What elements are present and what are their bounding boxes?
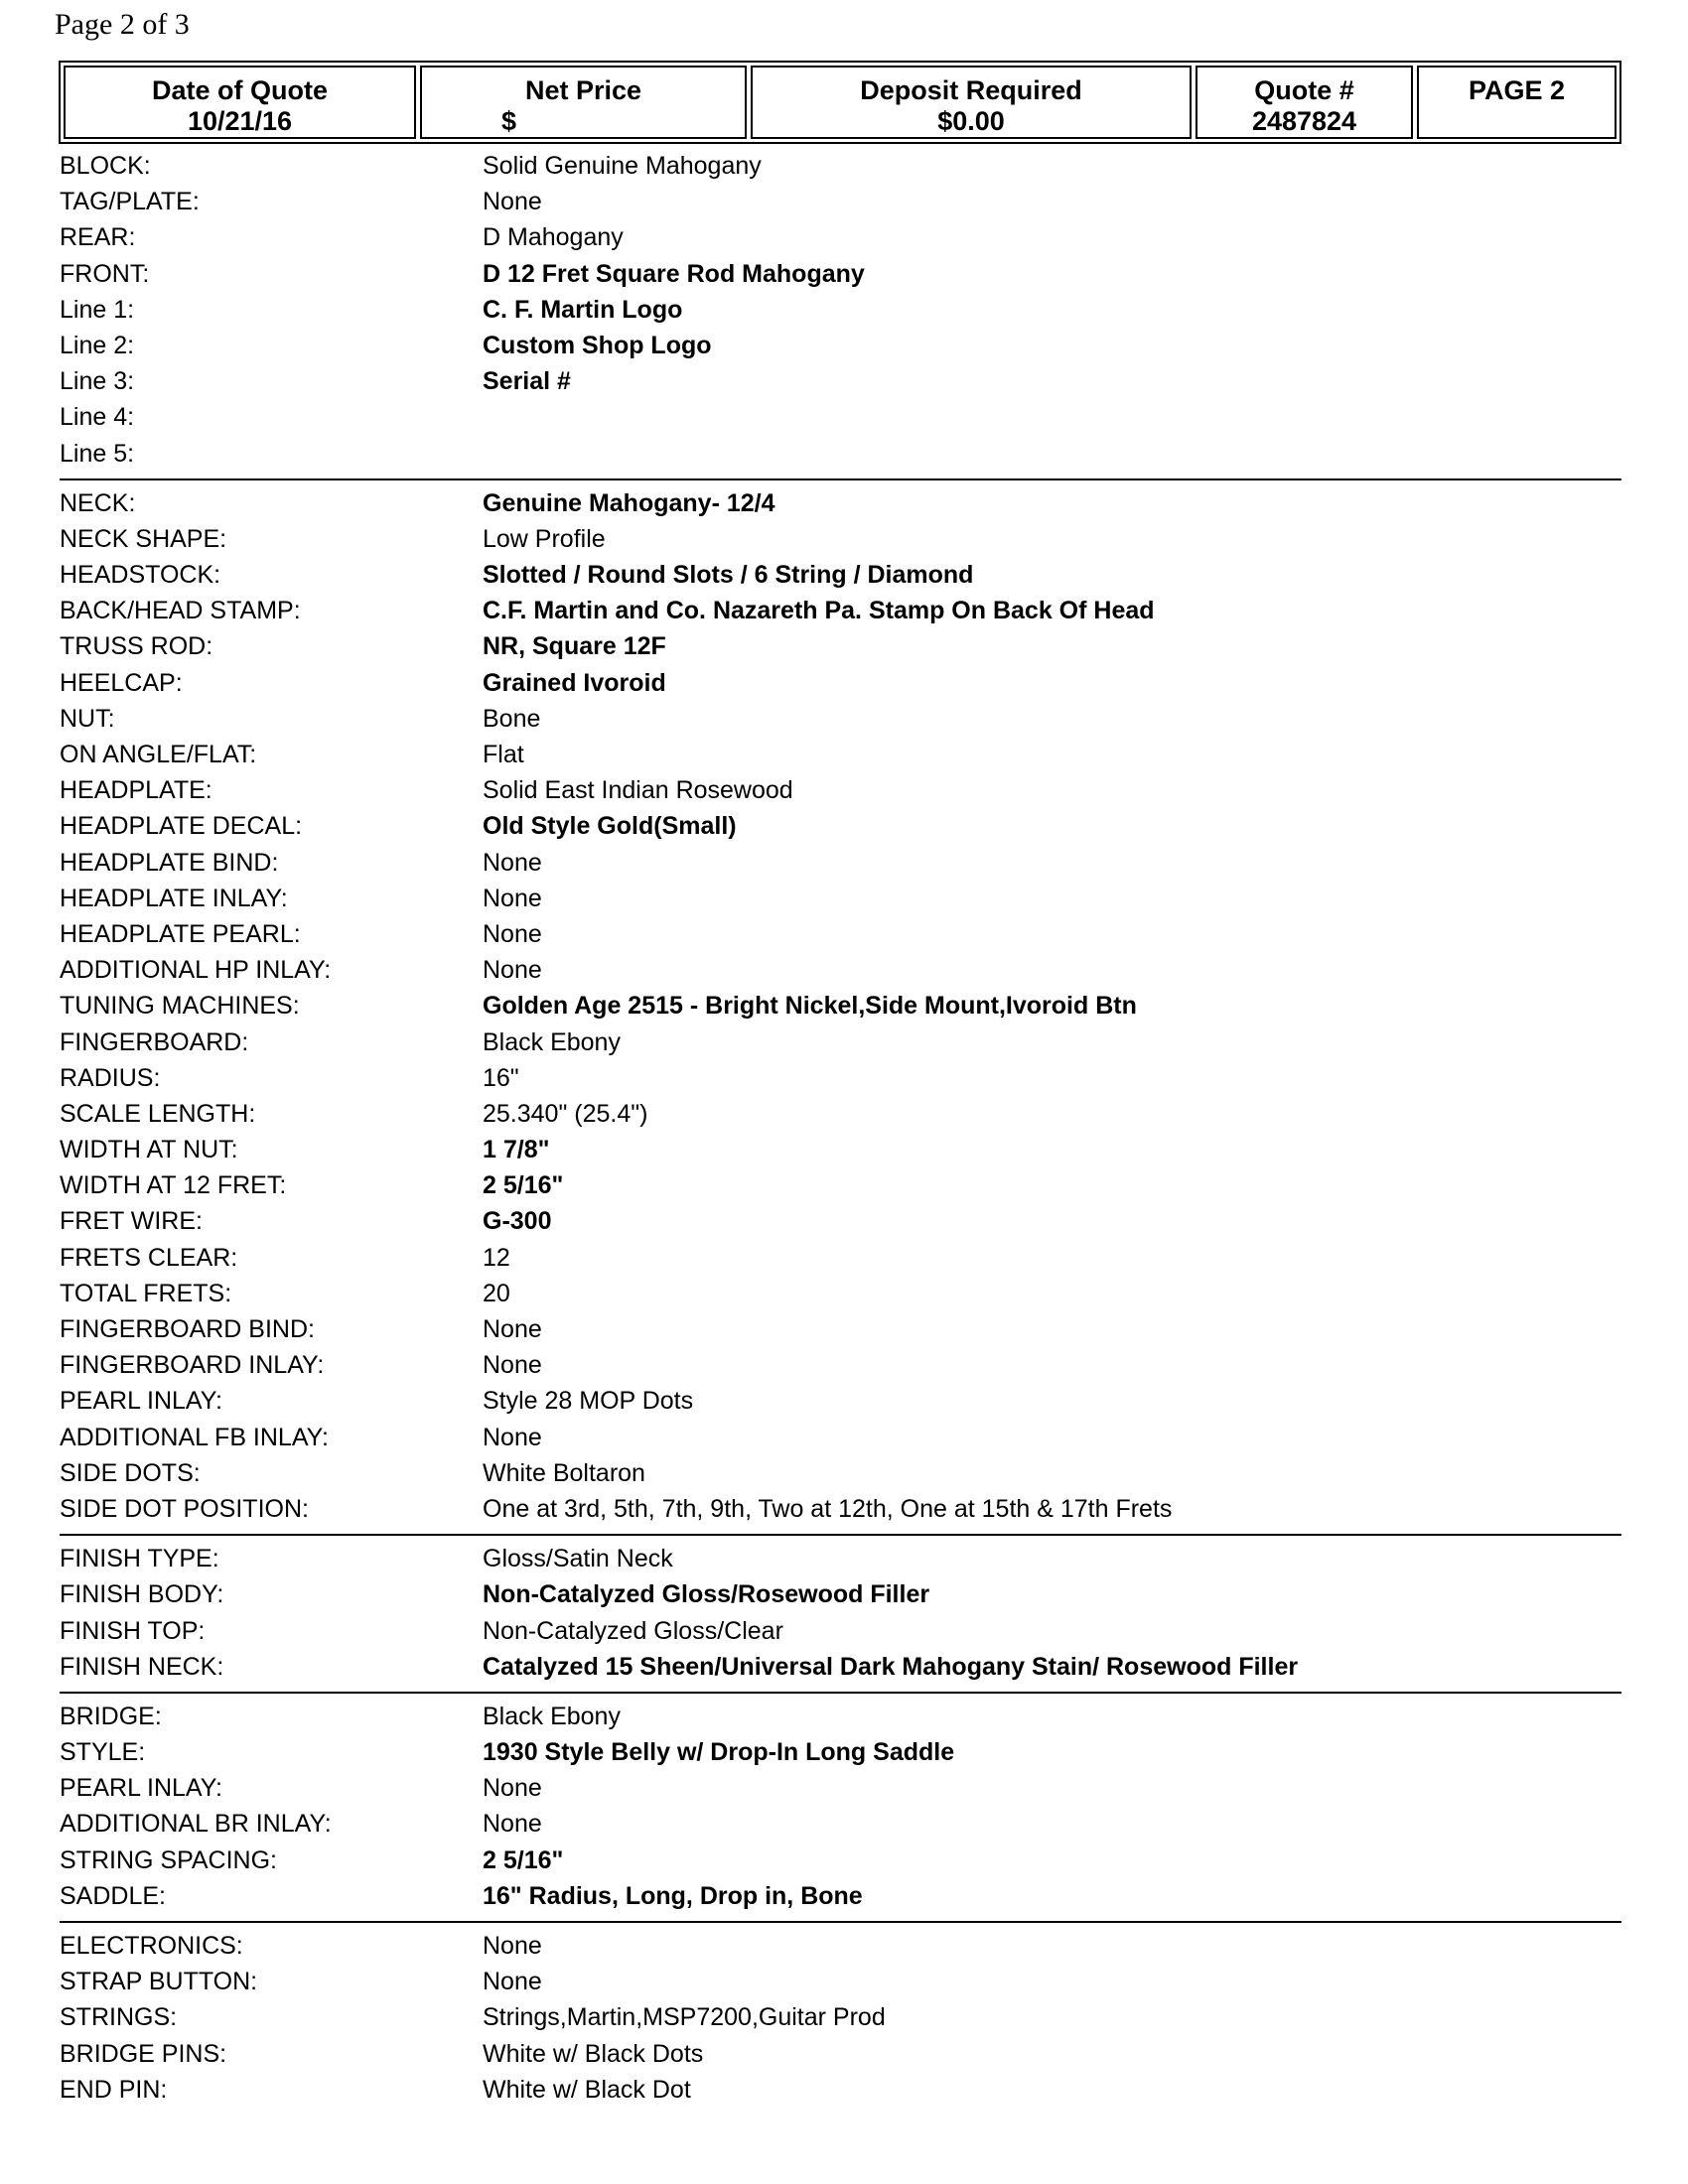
spec-label: HEADPLATE PEARL: [60,919,301,948]
spec-row [60,1347,1621,1383]
spec-row [60,845,1621,881]
section-divider [60,1692,1621,1694]
spec-label: Line 1: [60,295,135,324]
spec-value: Serial # [483,367,571,396]
spec-row [60,1383,1621,1419]
spec-label: WIDTH AT NUT: [60,1136,238,1164]
spec-row [60,1024,1621,1060]
section-divider [60,1534,1621,1536]
section-divider [60,1921,1621,1923]
spec-label: SIDE DOTS: [60,1458,201,1487]
spec-row [60,1699,1621,1734]
spec-label: HEADPLATE DECAL: [60,812,303,841]
spec-label: RADIUS: [60,1063,161,1092]
spec-label: WIDTH AT 12 FRET: [60,1171,287,1200]
spec-value: D Mahogany [483,223,624,252]
spec-value: None [483,1774,542,1803]
spec-row [60,665,1621,701]
spec-row [60,1770,1621,1806]
spec-label: TOTAL FRETS: [60,1279,232,1307]
spec-label: NECK SHAPE: [60,524,227,553]
spec-row [60,593,1621,628]
spec-value: None [483,919,542,948]
spec-row [60,436,1621,472]
spec-label: Line 3: [60,367,135,396]
spec-row [60,363,1621,399]
quote-number-value: 2487824 [1251,106,1357,136]
spec-label: ELECTRONICS: [60,1932,243,1960]
deposit-required-label: Deposit Required [860,75,1082,105]
net-price-cell [420,66,747,139]
spec-label: FINGERBOARD: [60,1027,249,1056]
spec-value: Strings,Martin,MSP7200,Guitar Prod [483,2003,886,2032]
spec-value: Grained Ivoroid [483,668,666,697]
spec-label: ADDITIONAL BR INLAY: [60,1810,332,1839]
spec-label: SCALE LENGTH: [60,1099,256,1128]
spec-value: None [483,1423,542,1451]
spec-row [60,1491,1621,1527]
spec-section [60,148,1621,472]
spec-label: NECK: [60,488,136,517]
spec-label: PEARL INLAY: [60,1774,222,1803]
net-price-label: Net Price [524,75,642,105]
spec-value: Catalyzed 15 Sheen/Universal Dark Mahogany Stain/ Rosewood Filler [483,1652,1299,1681]
section-divider [60,478,1621,480]
spec-value: Bone [483,704,541,733]
spec-value: 16" Radius, Long, Drop in, Bone [483,1881,863,1910]
spec-value: 2 5/16" [483,1171,564,1200]
spec-value: Old Style Gold(Small) [483,812,737,841]
quote-number-label: Quote # [1254,75,1354,105]
spec-row [60,292,1621,328]
spec-row [60,1276,1621,1311]
spec-label: REAR: [60,223,136,252]
spec-label: STRING SPACING: [60,1845,278,1874]
spec-row [60,1311,1621,1347]
spec-row [60,184,1621,219]
spec-row [60,557,1621,593]
spec-label: Line 4: [60,403,135,432]
spec-value: None [483,1932,542,1960]
spec-value: Genuine Mahogany- 12/4 [483,488,775,517]
spec-label: BRIDGE PINS: [60,2039,227,2068]
spec-label: END PIN: [60,2075,168,2104]
spec-row [60,521,1621,557]
spec-value: 1 7/8" [483,1136,550,1164]
spec-section [60,1541,1621,1685]
spec-row [60,1060,1621,1096]
spec-label: FRONT: [60,259,150,288]
spec-label: HEADSTOCK: [60,561,221,590]
spec-label: FINGERBOARD INLAY: [60,1351,325,1380]
spec-label: SADDLE: [60,1881,166,1910]
spec-row [60,628,1621,664]
spec-value: Golden Age 2515 - Bright Nickel,Side Mount,Ivoroid Btn [483,992,1137,1021]
spec-row [60,1455,1621,1491]
spec-label: HEADPLATE: [60,776,212,805]
spec-value: Black Ebony [483,1702,621,1730]
spec-label: HEELCAP: [60,668,183,697]
spec-row [60,737,1621,772]
net-price-value: $ [501,106,517,136]
spec-row [60,1999,1621,2035]
spec-label: HEADPLATE BIND: [60,848,279,877]
spec-value: Custom Shop Logo [483,331,712,359]
spec-row [60,219,1621,255]
specification-list [60,148,1621,2108]
spec-row [60,399,1621,435]
spec-row [60,916,1621,952]
spec-label: BLOCK: [60,152,151,180]
date-of-quote-label: Date of Quote [151,75,328,105]
deposit-required-cell [751,66,1192,139]
spec-value: NR, Square 12F [483,632,666,661]
spec-row [60,881,1621,916]
spec-value: Non-Catalyzed Gloss/Clear [483,1616,783,1645]
spec-label: STYLE: [60,1738,146,1767]
spec-row [60,2036,1621,2072]
page-indicator: Page 2 of 3 [55,8,190,41]
spec-label: BRIDGE: [60,1702,162,1730]
spec-label: TRUSS ROD: [60,632,213,661]
spec-value: None [483,1968,542,1996]
spec-value: 1930 Style Belly w/ Drop-In Long Saddle [483,1738,955,1767]
page-number-text: PAGE 2 [1468,75,1566,105]
spec-row [60,2072,1621,2108]
spec-value: G-300 [483,1207,552,1236]
spec-row [60,256,1621,292]
spec-label: FRET WIRE: [60,1207,203,1236]
quote-number-cell [1196,66,1413,139]
quote-header-table [59,61,1621,144]
spec-row [60,1240,1621,1276]
spec-label: FRETS CLEAR: [60,1243,238,1272]
spec-value: 12 [483,1243,510,1272]
spec-row [60,1576,1621,1612]
spec-section [60,1699,1621,1914]
spec-value: White Boltaron [483,1458,645,1487]
spec-value: 2 5/16" [483,1845,564,1874]
spec-label: STRAP BUTTON: [60,1968,258,1996]
spec-value: Solid Genuine Mahogany [483,152,762,180]
date-of-quote-cell [64,66,416,139]
spec-value: C.F. Martin and Co. Nazareth Pa. Stamp On Back Of Head [483,597,1155,625]
spec-row [60,1167,1621,1203]
spec-row [60,1132,1621,1167]
spec-label: FINISH TYPE: [60,1545,219,1573]
spec-row [60,1203,1621,1239]
spec-row [60,148,1621,184]
spec-value: None [483,1810,542,1839]
spec-value: D 12 Fret Square Rod Mahogany [483,259,865,288]
spec-value: None [483,884,542,912]
spec-value: None [483,1315,542,1343]
spec-row [60,1843,1621,1878]
spec-value: Black Ebony [483,1027,621,1056]
spec-value: None [483,956,542,985]
spec-value: 16" [483,1063,519,1092]
spec-label: TUNING MACHINES: [60,992,300,1021]
spec-value: White w/ Black Dot [483,2075,691,2104]
spec-value: Gloss/Satin Neck [483,1545,673,1573]
spec-value: Solid East Indian Rosewood [483,776,793,805]
spec-value: One at 3rd, 5th, 7th, 9th, Two at 12th, One at 15th & 17th Frets [483,1494,1173,1523]
spec-value: Flat [483,741,524,768]
spec-row [60,808,1621,844]
spec-label: BACK/HEAD STAMP: [60,597,301,625]
spec-label: ON ANGLE/FLAT: [60,741,257,768]
spec-row [60,988,1621,1024]
spec-value: C. F. Martin Logo [483,295,683,324]
spec-label: Line 5: [60,439,135,468]
spec-label: FINISH TOP: [60,1616,206,1645]
page-number-cell [1417,66,1617,139]
spec-row [60,1541,1621,1576]
spec-value: None [483,1351,542,1380]
spec-label: STRINGS: [60,2003,178,2032]
spec-label: SIDE DOT POSITION: [60,1494,309,1523]
spec-row [60,772,1621,808]
spec-row [60,1096,1621,1132]
spec-value: White w/ Black Dots [483,2039,704,2068]
spec-label: FINGERBOARD BIND: [60,1315,315,1343]
spec-row [60,1420,1621,1455]
spec-label: NUT: [60,704,115,733]
spec-value: 20 [483,1279,510,1307]
spec-row [60,328,1621,363]
spec-value: Low Profile [483,524,606,553]
date-of-quote-value: 10/21/16 [187,106,293,136]
spec-label: PEARL INLAY: [60,1387,222,1416]
spec-row [60,1878,1621,1914]
spec-section [60,1928,1621,2108]
spec-row [60,701,1621,737]
spec-row [60,1734,1621,1770]
spec-label: FINISH BODY: [60,1580,224,1609]
spec-section [60,485,1621,1527]
spec-value: Style 28 MOP Dots [483,1387,694,1416]
deposit-required-value: $0.00 [937,106,1005,136]
spec-label: Line 2: [60,331,135,359]
spec-row [60,1928,1621,1964]
spec-label: ADDITIONAL HP INLAY: [60,956,332,985]
spec-value: Non-Catalyzed Gloss/Rosewood Filler [483,1580,930,1609]
spec-value: None [483,188,542,216]
spec-row [60,952,1621,988]
spec-value: None [483,848,542,877]
spec-row [60,1806,1621,1842]
spec-label: TAG/PLATE: [60,188,200,216]
spec-row [60,1649,1621,1685]
spec-label: ADDITIONAL FB INLAY: [60,1423,329,1451]
spec-row [60,1613,1621,1649]
spec-value: 25.340" (25.4") [483,1099,648,1128]
spec-label: FINISH NECK: [60,1652,224,1681]
spec-row [60,485,1621,521]
spec-label: HEADPLATE INLAY: [60,884,288,912]
spec-row [60,1964,1621,1999]
spec-value: Slotted / Round Slots / 6 String / Diamond [483,561,974,590]
